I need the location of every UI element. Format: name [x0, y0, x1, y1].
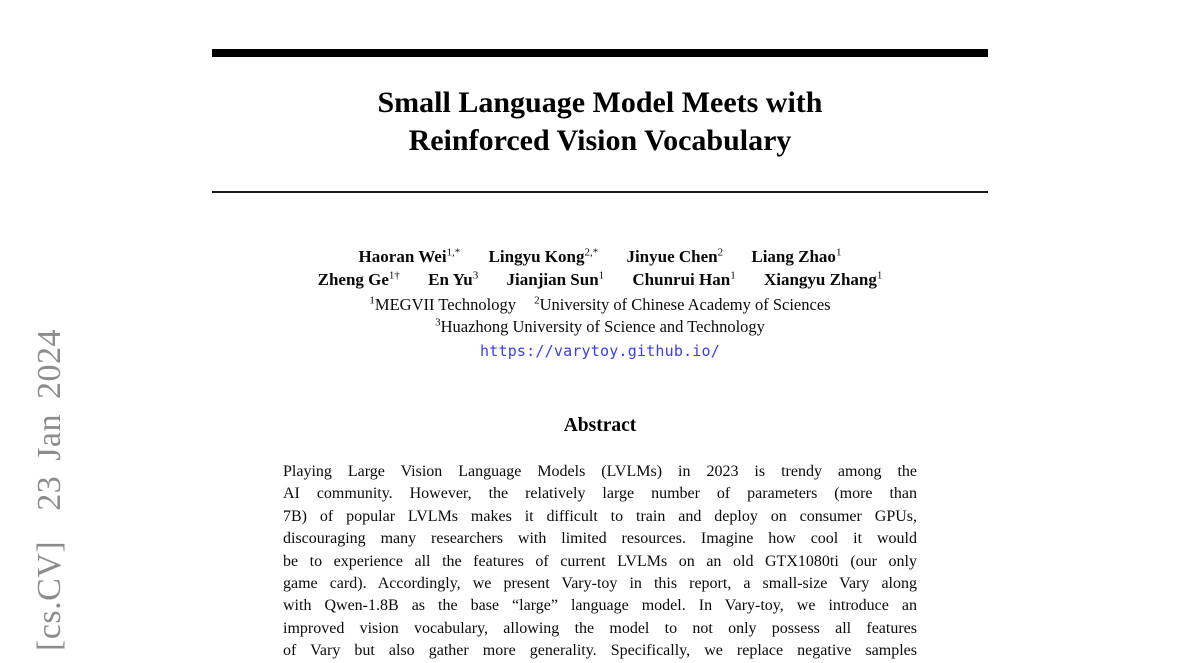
author-superscript: 1	[835, 246, 842, 259]
abstract-heading: Abstract	[563, 415, 637, 436]
author-superscript: 1	[876, 269, 883, 282]
abstract-line: AI community. However, the relatively large number of parameters (more than	[283, 485, 917, 503]
abstract-line: game card). Accordingly, we present Vary-toy in this report, a small-size Vary along	[283, 574, 917, 592]
affiliation-line-2	[160, 316, 1040, 338]
affiliation-text: MEGVII Technology	[374, 295, 516, 314]
project-url-link[interactable]: https://varytoy.github.io/	[480, 342, 720, 360]
author-name: Jinyue Chen	[626, 247, 718, 266]
abstract-line: 7B) of popular LVLMs makes it difficult to train and deploy on consumer GPUs,	[283, 507, 917, 525]
author-superscript: 1†	[388, 269, 400, 282]
affiliation-superscript: 2	[534, 294, 540, 307]
affiliation-superscript: 3	[435, 316, 441, 329]
author-name: Liang Zhao	[751, 247, 836, 266]
abstract-line: improved vision vocabulary, allowing the model to not only possess all features	[283, 619, 917, 637]
author-zheng-ge	[318, 268, 400, 291]
author-superscript: 1	[730, 269, 736, 282]
abstract-body	[283, 461, 917, 663]
abstract-line: be to experience all the features of current LVLMs on an old GTX1080ti (our only	[283, 552, 917, 570]
affiliation-line-1	[160, 294, 1040, 316]
author-name: En Yu	[428, 270, 473, 289]
author-jianjian-sun	[507, 268, 605, 291]
author-superscript: 2	[717, 246, 724, 259]
paper-title-line-2: Reinforced Vision Vocabulary	[408, 124, 792, 157]
author-liang-zhao	[751, 245, 841, 268]
author-en-yu	[428, 268, 478, 291]
abstract-line: discouraging many researchers with limited resources. Imagine how cool it would	[283, 530, 917, 548]
affiliation-hust	[435, 316, 765, 338]
author-name: Lingyu Kong	[488, 247, 585, 266]
author-lingyu-kong	[489, 245, 599, 268]
author-jinyue-chen	[626, 245, 723, 268]
author-name: Zheng Ge	[317, 270, 389, 289]
affiliation-text: University of Chinese Academy of Sciences	[539, 295, 831, 314]
author-chunrui-han	[632, 268, 735, 291]
affiliation-ucas	[534, 294, 830, 316]
title-divider-rule	[212, 191, 988, 193]
author-superscript: 3	[472, 269, 479, 282]
author-xiangyu-zhang	[764, 268, 882, 291]
author-name: Chunrui Han	[632, 270, 731, 289]
abstract-line: Playing Large Vision Language Models (LVLMs) in 2023 is trendy among the	[283, 463, 917, 480]
author-row-1	[160, 245, 1040, 268]
paper-title	[212, 84, 988, 160]
affiliation-megvii	[369, 294, 516, 316]
author-superscript: 2,*	[584, 246, 599, 259]
abstract-line: of Vary but also gather more generality. Specifically, we replace negative samples	[283, 642, 917, 660]
abstract-line: with Qwen-1.8B as the base “large” language model. In Vary-toy, we introduce an	[283, 597, 917, 615]
author-superscript: 1	[598, 269, 605, 282]
author-haoran-wei	[359, 245, 461, 268]
author-superscript: 1,*	[446, 246, 461, 259]
author-row-2	[160, 268, 1040, 291]
affiliation-superscript: 1	[369, 294, 375, 307]
arxiv-category-stamp: [cs.CV] 23 Jan 2024	[31, 328, 68, 651]
affiliation-text: Huazhong University of Science and Technology	[440, 317, 765, 336]
paper-title-line-1: Small Language Model Meets with	[377, 86, 823, 119]
author-name: Xiangyu Zhang	[763, 270, 877, 289]
top-rule	[212, 49, 988, 57]
author-name: Jianjian Sun	[506, 270, 599, 289]
author-name: Haoran Wei	[358, 247, 447, 266]
